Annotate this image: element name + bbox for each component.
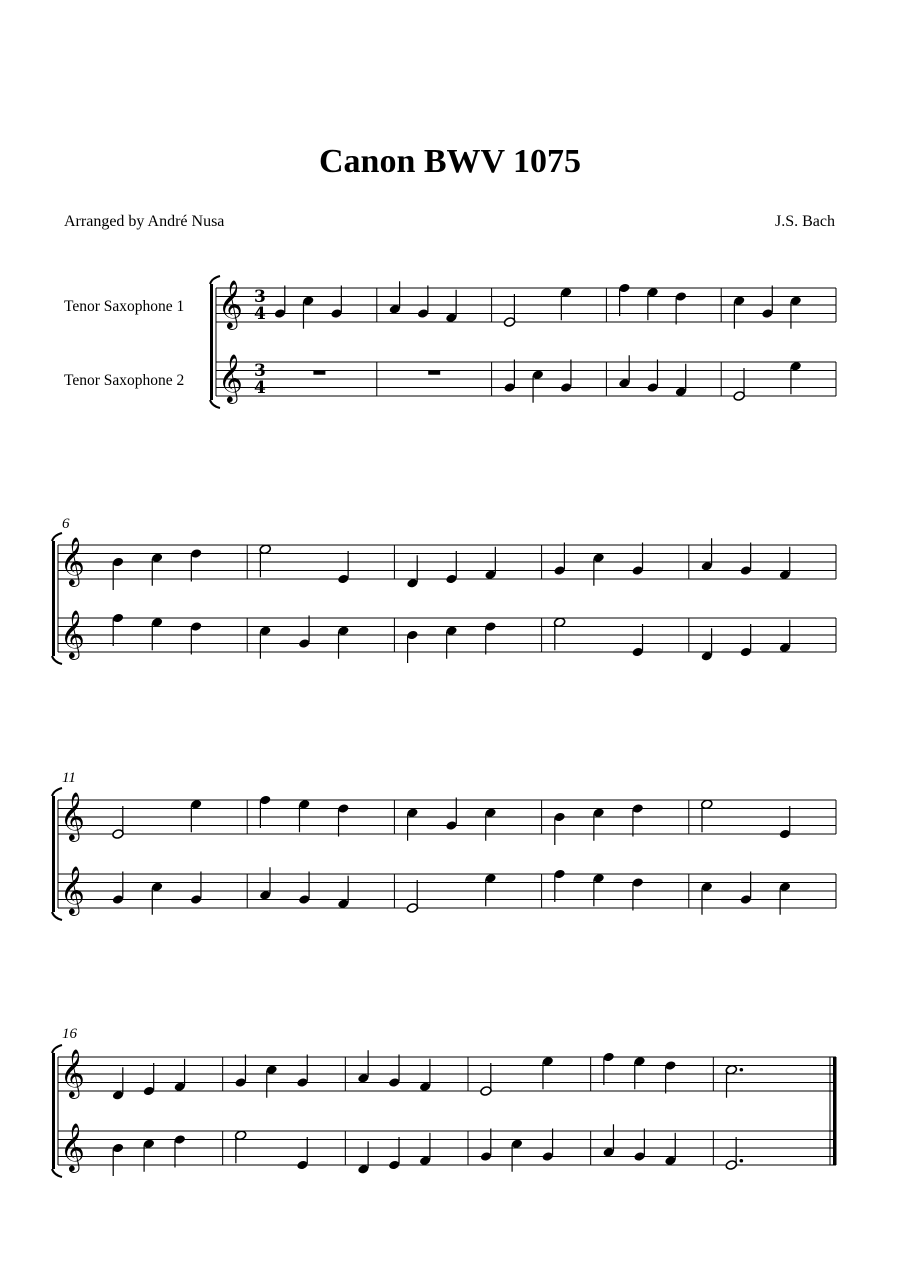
treble-clef-icon: 𝄞 [218, 279, 243, 328]
final-barline [833, 1057, 837, 1165]
whole-rest [428, 371, 440, 375]
composer-credit: J.S. Bach [775, 213, 835, 230]
measure-number: 16 [62, 1026, 77, 1042]
time-signature: 3 [254, 287, 266, 307]
treble-clef-icon: 𝄞 [60, 865, 85, 914]
instrument-label: Tenor Saxophone 2 [64, 372, 185, 389]
treble-clef-icon: 𝄞 [218, 353, 243, 402]
measure-number: 6 [62, 516, 70, 532]
instrument-label: Tenor Saxophone 1 [64, 298, 185, 315]
system-bracket [210, 284, 213, 400]
time-signature: 3 [254, 361, 266, 381]
measure-number: 11 [62, 770, 76, 786]
system-bracket [52, 1053, 55, 1169]
system-bracket [52, 796, 55, 912]
time-signature: 4 [254, 304, 266, 324]
arranger-credit: Arranged by André Nusa [64, 213, 225, 230]
score-title: Canon BWV 1075 [319, 143, 581, 180]
time-signature: 4 [254, 378, 266, 398]
treble-clef-icon: 𝄞 [60, 536, 85, 585]
treble-clef-icon: 𝄞 [60, 791, 85, 840]
dot [740, 1068, 744, 1072]
dot [740, 1159, 744, 1163]
system-bracket [52, 541, 55, 656]
treble-clef-icon: 𝄞 [60, 1048, 85, 1097]
whole-rest [313, 371, 325, 375]
treble-clef-icon: 𝄞 [60, 609, 85, 658]
treble-clef-icon: 𝄞 [60, 1122, 85, 1171]
